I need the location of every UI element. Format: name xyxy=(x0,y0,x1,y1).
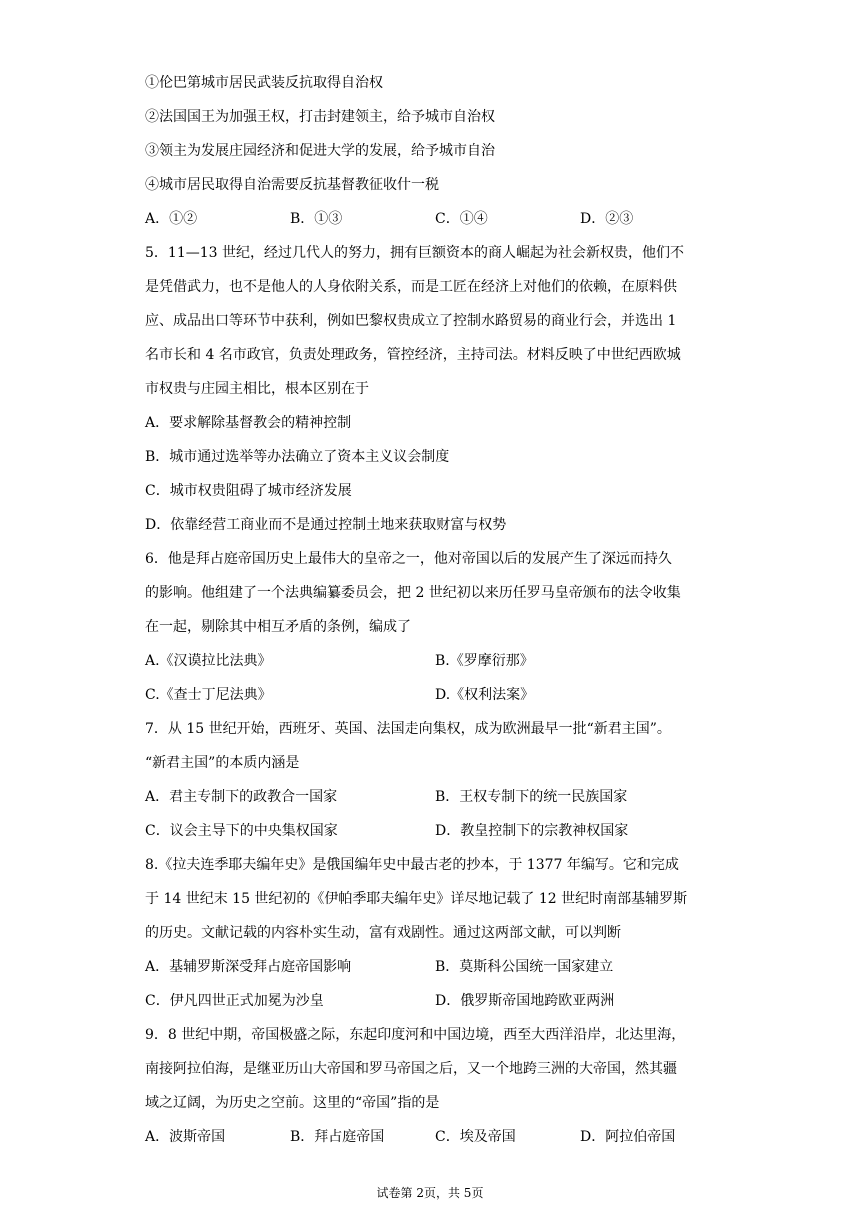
q8-option-a: A．基辅罗斯深受拜占庭帝国影响 xyxy=(145,959,352,975)
q5-stem-line: 市权贵与庄园主相比，根本区别在于 xyxy=(145,381,369,397)
q8-stem-line: 的历史。文献记载的内容朴实生动，富有戏剧性。通过这两部文献，可以判断 xyxy=(145,925,621,941)
q4-option-d: D．②③ xyxy=(580,211,634,227)
q9-stem-line: 南接阿拉伯海，是继亚历山大帝国和罗马帝国之后，又一个地跨三洲的大帝国，然其疆 xyxy=(145,1061,677,1077)
q4-option-c: C．①④ xyxy=(435,211,488,227)
q4-options xyxy=(145,202,725,236)
q7-option-c: C．议会主导下的中央集权国家 xyxy=(145,823,338,839)
q7-stem-line: 7．从 15 世纪开始，西班牙、英国、法国走向集权，成为欧洲最早一批“新君主国”。 xyxy=(145,721,671,737)
q7-option-b: B．王权专制下的统一民族国家 xyxy=(435,789,628,805)
q9-option-a: A．波斯帝国 xyxy=(145,1129,226,1145)
q5-option-d: D．依靠经营工商业而不是通过控制土地来获取财富与权势 xyxy=(145,517,507,533)
q6-options-row-1 xyxy=(145,644,725,678)
q5-option-b: B．城市通过选举等办法确立了资本主义议会制度 xyxy=(145,449,450,465)
q7-option-a: A．君主专制下的政教合一国家 xyxy=(145,789,338,805)
q7-options-row-1 xyxy=(145,780,725,814)
q6-options-row-2 xyxy=(145,678,725,712)
q6-stem-line: 的影响。他组建了一个法典编纂委员会，把 2 世纪初以来历任罗马皇帝颁布的法令收集 xyxy=(145,585,681,601)
q9-options xyxy=(145,1120,725,1154)
q7-stem-line: “新君主国”的本质内涵是 xyxy=(145,755,300,771)
q9-stem-line: 域之辽阔，为历史之空前。这里的“帝国”指的是 xyxy=(145,1095,440,1111)
q6-option-a: A.《汉谟拉比法典》 xyxy=(145,653,272,669)
q8-options-row-1 xyxy=(145,950,725,984)
q7-options-row-2 xyxy=(145,814,725,848)
q8-stem-line: 于 14 世纪末 15 世纪初的《伊帕季耶夫编年史》详尽地记载了 12 世纪时南部基辅罗斯 xyxy=(145,891,688,907)
exam-page xyxy=(145,66,725,1154)
q4-item-3: ③领主为发展庄园经济和促进大学的发展，给予城市自治 xyxy=(145,143,495,159)
q4-item-1: ①伦巴第城市居民武装反抗取得自治权 xyxy=(145,75,383,91)
q5-stem-line: 应、成品出口等环节中获利，例如巴黎权贵成立了控制水路贸易的商业行会，并选出 1 xyxy=(145,313,677,329)
q8-stem-line: 8.《拉夫连季耶夫编年史》是俄国编年史中最古老的抄本，于 1377 年编写。它和完成 xyxy=(145,857,679,873)
q6-option-c: C.《查士丁尼法典》 xyxy=(145,687,272,703)
q6-option-d: D.《权利法案》 xyxy=(435,687,535,703)
q4-option-a: A．①② xyxy=(145,211,198,227)
page-footer: 试卷第 2页，共 5页 xyxy=(376,1186,484,1200)
q4-item-2: ②法国国王为加强王权，打击封建领主，给予城市自治权 xyxy=(145,109,495,125)
q6-option-b: B.《罗摩衍那》 xyxy=(435,653,534,669)
q5-stem-line: 是凭借武力，也不是他人的人身依附关系，而是工匠在经济上对他们的依赖，在原料供 xyxy=(145,279,677,295)
q5-option-c: C．城市权贵阻碍了城市经济发展 xyxy=(145,483,352,499)
q8-option-b: B．莫斯科公国统一国家建立 xyxy=(435,959,614,975)
q6-stem-line: 在一起，剔除其中相互矛盾的条例，编成了 xyxy=(145,619,411,635)
q5-stem-line: 名市长和 4 名市政官，负责处理政务，管控经济，主持司法。材料反映了中世纪西欧城 xyxy=(145,347,681,363)
q4-item-4: ④城市居民取得自治需要反抗基督教征收什一税 xyxy=(145,177,439,193)
q7-option-d: D．教皇控制下的宗教神权国家 xyxy=(435,823,629,839)
q9-stem-line: 9．8 世纪中期，帝国极盛之际，东起印度河和中国边境，西至大西洋沿岸，北达里海， xyxy=(145,1027,686,1043)
q9-option-b: B．拜占庭帝国 xyxy=(290,1129,385,1145)
q8-options-row-2 xyxy=(145,984,725,1018)
q6-stem-line: 6．他是拜占庭帝国历史上最伟大的皇帝之一，他对帝国以后的发展产生了深远而持久 xyxy=(145,551,672,567)
q5-option-a: A．要求解除基督教会的精神控制 xyxy=(145,415,352,431)
q9-option-c: C．埃及帝国 xyxy=(435,1129,516,1145)
q4-option-b: B．①③ xyxy=(290,211,343,227)
q5-stem-line: 5．11—13 世纪，经过几代人的努力，拥有巨额资本的商人崛起为社会新权贵，他们不 xyxy=(145,245,684,261)
q9-option-d: D．阿拉伯帝国 xyxy=(580,1129,676,1145)
q8-option-d: D．俄罗斯帝国地跨欧亚两洲 xyxy=(435,993,615,1009)
q8-option-c: C．伊凡四世正式加冕为沙皇 xyxy=(145,993,324,1009)
